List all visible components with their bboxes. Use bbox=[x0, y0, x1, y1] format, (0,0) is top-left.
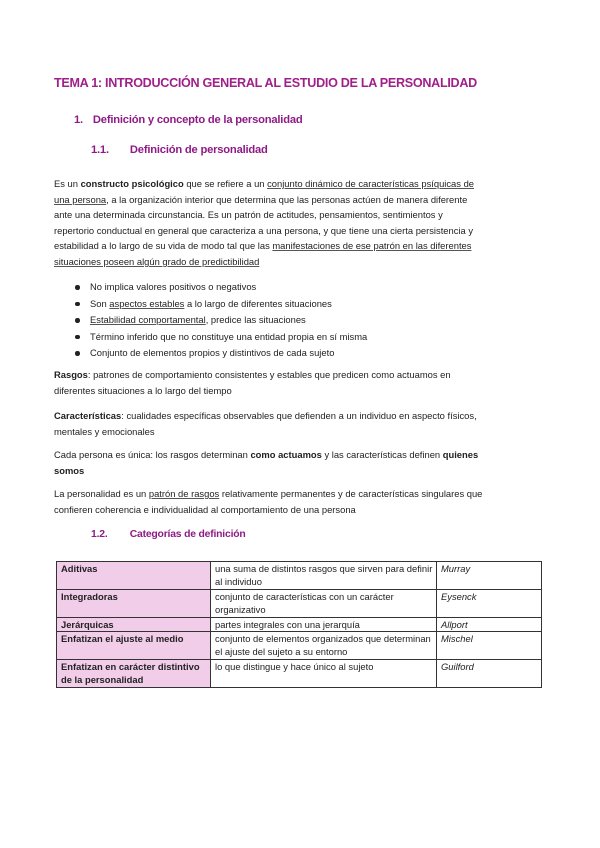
document-title: TEMA 1: INTRODUCCIÓN GENERAL AL ESTUDIO DE LA PERSONALIDAD bbox=[54, 76, 477, 90]
definition-paragraph: Es un constructo psicológico que se refiere a un conjunto dinámico de características psíquicas de una persona, a la organización interior que determina que las personas actúen de manera diferente ante una determinada circunstancia. Es un patrón de actitudes, pensamientos, sentimientos y repertorio conductual en general que caracteriza a una persona, y que tiene una cierta persistencia y estabilidad a lo largo de su vida de modo tal que las manifestaciones de ese patrón en las diferentes situaciones poseen algún grado de predictibilidad bbox=[54, 178, 474, 267]
table-row bbox=[57, 562, 542, 590]
section-number: 1. bbox=[74, 114, 83, 126]
list-item: Conjunto de elementos propios y distintivos de cada sujeto bbox=[54, 345, 367, 362]
list-item: Son aspectos estables a lo largo de diferentes situaciones bbox=[54, 296, 367, 313]
section-heading-1-2 bbox=[91, 529, 246, 540]
caracteristicas-paragraph: Características: cualidades específicas observables que defienden a un individuo en aspecto físicos, mentales y emocionales bbox=[54, 410, 477, 437]
definition-cell: conjunto de características con un carácter organizativo bbox=[211, 589, 437, 617]
author-cell: Guilford bbox=[437, 659, 542, 687]
table-row bbox=[57, 632, 542, 660]
section-heading-1 bbox=[74, 114, 303, 126]
section-number: 1.2. bbox=[91, 529, 108, 540]
list-item: No implica valores positivos o negativos bbox=[54, 279, 367, 296]
section-number: 1.1. bbox=[91, 144, 109, 156]
categories-table bbox=[56, 561, 542, 688]
bullet-list bbox=[54, 279, 367, 362]
category-cell: Jerárquicas bbox=[57, 617, 211, 631]
author-cell: Allport bbox=[437, 617, 542, 631]
definition-cell: una suma de distintos rasgos que sirven para definir al individuo bbox=[211, 562, 437, 590]
rasgos-paragraph: Rasgos: patrones de comportamiento consistentes y estables que predicen como actuamos en diferentes situaciones a lo largo del tiempo bbox=[54, 369, 451, 396]
definition-cell: conjunto de elementos organizados que determinan el ajuste del sujeto a su entorno bbox=[211, 632, 437, 660]
list-item: Estabilidad comportamental, predice las situaciones bbox=[54, 312, 367, 329]
section-label: Categorías de definición bbox=[129, 529, 246, 540]
list-item: Término inferido que no constituye una entidad propia en sí misma bbox=[54, 329, 367, 346]
personalidad-paragraph: La personalidad es un patrón de rasgos relativamente permanentes y de características singulares que confieren coherencia e individualidad al comportamiento de una persona bbox=[54, 488, 483, 515]
table-row bbox=[57, 589, 542, 617]
unica-paragraph: Cada persona es única: los rasgos determinan como actuamos y las características definen quienes somos bbox=[54, 449, 479, 476]
category-cell: Integradoras bbox=[57, 589, 211, 617]
category-cell: Enfatizan en carácter distintivo de la personalidad bbox=[57, 659, 211, 687]
author-cell: Eysenck bbox=[437, 589, 542, 617]
section-label: Definición de personalidad bbox=[129, 144, 268, 156]
section-heading-1-1 bbox=[91, 144, 268, 156]
definition-cell: lo que distingue y hace único al sujeto bbox=[211, 659, 437, 687]
section-label: Definición y concepto de la personalidad bbox=[92, 114, 303, 126]
category-cell: Aditivas bbox=[57, 562, 211, 590]
table-row bbox=[57, 659, 542, 687]
category-cell: Enfatizan el ajuste al medio bbox=[57, 632, 211, 660]
definition-cell: partes integrales con una jerarquía bbox=[211, 617, 437, 631]
table-row bbox=[57, 617, 542, 631]
author-cell: Murray bbox=[437, 562, 542, 590]
author-cell: Mischel bbox=[437, 632, 542, 660]
